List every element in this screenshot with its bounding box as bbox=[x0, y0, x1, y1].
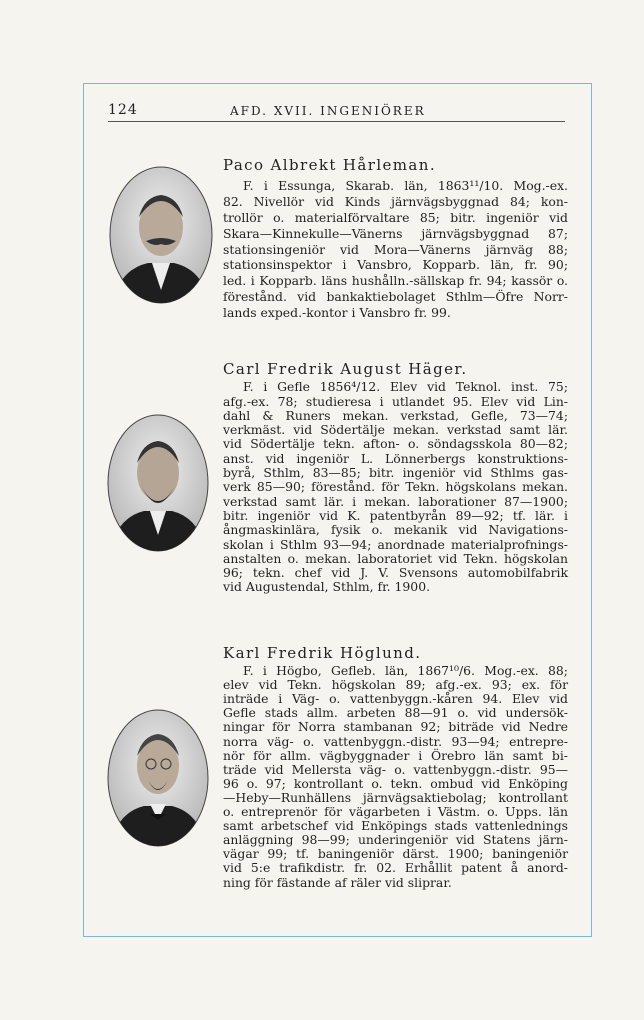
entry-name: Paco Albrekt Hårleman. bbox=[223, 156, 436, 174]
entry-line: inträde i Väg- o. vattenbyggn.-kåren 94. Elev vid bbox=[223, 691, 568, 707]
entry-line: träde vid Mellersta väg- o. vattenbyggn.-distr. 95— bbox=[223, 761, 568, 777]
entry-line: skolan i Sthlm 93—94; anordnade materialprofnings- bbox=[223, 536, 568, 552]
entry-line: 82. Nivellör vid Kinds järnvägsbyggnad 84; kon- bbox=[223, 193, 568, 209]
entry-line: stationsinspektor i Vansbro, Kopparb. län, fr. 90; bbox=[223, 257, 568, 273]
entry-line: förestånd. vid bankaktiebolaget Sthlm—Öfre Norr- bbox=[223, 289, 568, 305]
entry-line: anst. vid ingeniör L. Lönnerbergs konstruktions- bbox=[223, 450, 568, 466]
entry-line: ångmaskinlära, fysik o. mekanik vid Navigations- bbox=[223, 522, 568, 538]
header-rule bbox=[108, 121, 565, 122]
entry-line: F. i Gefle 1856⁴/12. Elev vid Teknol. inst. 75; bbox=[243, 379, 568, 395]
entry-line: F. i Essunga, Skarab. län, 1863¹¹/10. Mog.-ex. bbox=[243, 177, 568, 193]
entry-line: verkstad samt lär. i mekan. laborationer 87—1900; bbox=[223, 493, 568, 509]
entry-line: ningar för Norra stambanan 92; biträde vid Nedre bbox=[223, 719, 568, 735]
entry-line: byrå, Sthlm, 83—85; bitr. ingeniör vid Sthlms gas- bbox=[223, 465, 568, 481]
entry-name: Carl Fredrik August Häger. bbox=[223, 360, 468, 378]
entry-line: norra väg- o. vattenbyggn.-distr. 93—94; entrepre- bbox=[223, 733, 568, 749]
entry-line: verkmäst. vid Södertälje mekan. verkstad samt lär. bbox=[223, 422, 568, 438]
entry-name: Karl Fredrik Höglund. bbox=[223, 644, 422, 662]
entry-line: vid 5:e trafikdistr. fr. 02. Erhållit patent å anord- bbox=[223, 860, 568, 876]
entry-line: afg.-ex. 78; studieresa i utlandet 95. Elev vid Lin- bbox=[223, 393, 568, 409]
entry-line: lands exped.-kontor i Vansbro fr. 99. bbox=[223, 305, 451, 321]
entry-line: —Heby—Runhällens järnvägsaktiebolag; kontrollant bbox=[223, 789, 568, 805]
entry-line: stationsingeniör vid Mora—Vänerns järnväg 88; bbox=[223, 241, 568, 257]
entry-line: 96; tekn. chef vid J. V. Svensons automobilfabrik bbox=[223, 565, 568, 581]
entry-line: nör för allm. vägbyggnader i Örebro län samt bi- bbox=[223, 747, 568, 763]
entry-harleman bbox=[223, 158, 568, 321]
entry-line: anläggning 98—99; underingeniör vid Statens järn- bbox=[223, 832, 568, 848]
entry-hoglund bbox=[223, 646, 568, 890]
page-number: 124 bbox=[108, 102, 138, 118]
portrait-harleman bbox=[108, 165, 214, 305]
entry-line: dahl & Runers mekan. verkstad, Gefle, 73—74; bbox=[223, 407, 568, 423]
entry-line: elev vid Tekn. högskolan 89; afg.-ex. 93; ex. för bbox=[223, 677, 568, 693]
entry-line: bitr. ingeniör vid K. patentbyrån 89—92; tf. lär. i bbox=[223, 507, 568, 523]
portrait-hager bbox=[106, 413, 210, 553]
portrait-hoglund bbox=[106, 708, 210, 848]
entry-line: trollör o. materialförvaltare 85; bitr. ingeniör vid bbox=[223, 209, 568, 225]
entry-line: vägar 99; tf. baningeniör därst. 1900; baningeniör bbox=[223, 846, 568, 862]
entry-line: vid Augustendal, Sthlm, fr. 1900. bbox=[223, 579, 431, 595]
entry-line: verk 85—90; förestånd. för Tekn. högskolans mekan. bbox=[223, 479, 568, 495]
entry-line: vid Södertälje tekn. afton- o. söndagsskola 80—82; bbox=[223, 436, 568, 452]
entry-line: Gefle stads allm. arbeten 88—91 o. vid undersök- bbox=[223, 705, 568, 721]
entry-line: anstalten o. mekan. laboratoriet vid Tekn. högskolan bbox=[223, 550, 568, 566]
entry-line: Skara—Kinnekulle—Vänerns järnvägsbyggnad 87; bbox=[223, 225, 568, 241]
entry-line: 96 o. 97; kontrollant o. tekn. ombud vid Enköping bbox=[223, 775, 568, 791]
entry-line: ning för fästande af räler vid sliprar. bbox=[223, 874, 452, 890]
entry-line: o. entreprenör för vägarbeten i Västm. o. Upps. län bbox=[223, 804, 568, 820]
running-title: AFD. XVII. INGENIÖRER bbox=[230, 104, 426, 118]
entry-line: samt arbetschef vid Enköpings stads vattenlednings bbox=[223, 818, 568, 834]
entry-hager bbox=[223, 362, 568, 595]
entry-line: F. i Högbo, Gefleb. län, 1867¹⁰/6. Mog.-ex. 88; bbox=[243, 663, 568, 679]
entry-line: led. i Kopparb. läns hushålln.-sällskap fr. 94; kassör o. bbox=[223, 273, 568, 289]
